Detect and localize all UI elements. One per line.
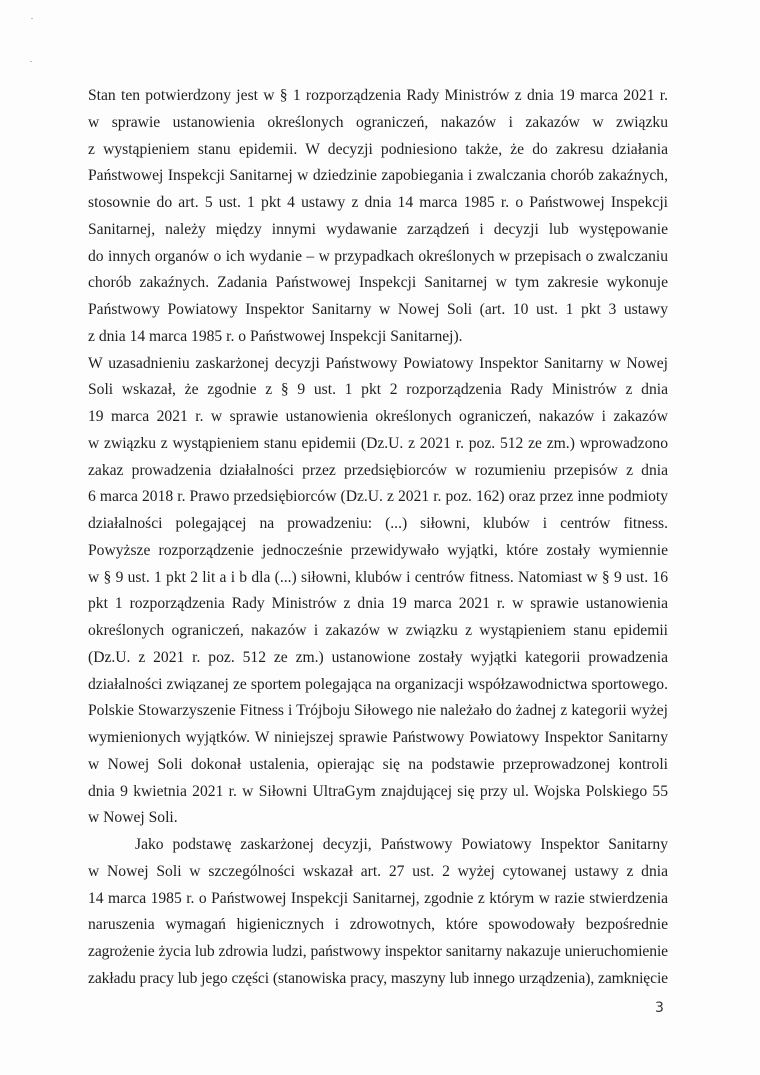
text-line: z wystąpieniem stanu epidemii. W decyzji podniesiono także, że do zakresu działania bbox=[88, 140, 668, 158]
text-line: Sanitarnej, należy między innymi wydawanie zarządzeń i decyzji lub występowanie bbox=[88, 220, 668, 238]
text-line: zagrożenie życia lub zdrowia ludzi, państwowy inspektor sanitarny nakazuje unieruchomienie bbox=[88, 943, 668, 960]
text-line: 14 marca 1985 r. o Państwowej Inspekcji Sanitarnej, zgodnie z którym w razie stwierdzenia bbox=[88, 889, 668, 907]
text-line: zakładu pracy lub jego części (stanowiska pracy, maszyny lub innego urządzenia), zamknięcie bbox=[88, 969, 668, 987]
text-line: działalności polegającej na prowadzeniu: (...) siłowni, klubów i centrów fitness. bbox=[88, 515, 668, 532]
text-line: w Nowej Soli dokonał ustalenia, opierając się na podstawie przeprowadzonej kontroli bbox=[88, 755, 668, 773]
text-line: w Nowej Soli w szczególności wskazał art. 27 ust. 2 wyżej cytowanej ustawy z dnia bbox=[88, 862, 668, 880]
text-line: W uzasadnieniu zaskarżonej decyzji Państwowy Powiatowy Inspektor Sanitarny w Nowej bbox=[88, 354, 668, 372]
text-line: do innych organów o ich wydanie – w przypadkach określonych w przepisach o zwalczaniu bbox=[88, 247, 668, 265]
text-line: w Nowej Soli. bbox=[88, 809, 178, 827]
text-line: zakaz prowadzenia działalności przez przedsiębiorców w rozumieniu przepisów z dnia bbox=[88, 461, 668, 479]
scan-speck bbox=[30, 61, 32, 62]
text-line: 6 marca 2018 r. Prawo przedsiębiorców (Dz.U. z 2021 r. poz. 162) oraz przez inne podmioty bbox=[88, 488, 668, 506]
text-line: z dnia 14 marca 1985 r. o Państwowej Inspekcji Sanitarnej). bbox=[88, 327, 463, 345]
text-line: w sprawie ustanowienia określonych ograniczeń, nakazów i zakazów w związku bbox=[88, 113, 668, 131]
text-line: Powyższe rozporządzenie jednocześnie przewidywało wyjątki, które zostały wymiennie bbox=[88, 541, 668, 559]
body-text bbox=[88, 83, 668, 993]
text-line: stosownie do art. 5 ust. 1 pkt 4 ustawy z dnia 14 marca 1985 r. o Państwowej Inspekcji bbox=[88, 194, 668, 211]
text-line: Polskie Stowarzyszenie Fitness i Trójboju Siłowego nie należało do żadnej z kategorii wyżej bbox=[88, 702, 668, 720]
text-line: wymienionych wyjątków. W niniejszej sprawie Państwowy Powiatowy Inspektor Sanitarny bbox=[88, 729, 668, 746]
page-number: 3 bbox=[655, 1000, 664, 1016]
text-line: (Dz.U. z 2021 r. poz. 512 ze zm.) ustanowione zostały wyjątki kategorii prowadzenia bbox=[88, 648, 668, 666]
text-line: Państwowy Powiatowy Inspektor Sanitarny w Nowej Soli (art. 10 ust. 1 pkt 3 ustawy bbox=[88, 301, 668, 318]
text-line: Jako podstawę zaskarżonej decyzji, Państwowy Powiatowy Inspektor Sanitarny bbox=[135, 836, 668, 853]
text-line: działalności związanej ze sportem polegająca na organizacji współzawodnictwa sportowego. bbox=[88, 675, 668, 693]
text-line: naruszenia wymagań higienicznych i zdrowotnych, które spowodowały bezpośrednie bbox=[88, 916, 668, 934]
text-line: chorób zakaźnych. Zadania Państwowej Inspekcji Sanitarnej w tym zakresie wykonuje bbox=[88, 274, 668, 292]
text-line: w § 9 ust. 1 pkt 2 lit a i b dla (...) siłowni, klubów i centrów fitness. Natomiast w § 9 ust. 16 bbox=[88, 568, 668, 586]
text-line: dnia 9 kwietnia 2021 r. w Siłowni UltraGym znajdującej się przy ul. Wojska Polskiego 55 bbox=[88, 782, 668, 800]
scan-speck bbox=[31, 18, 33, 19]
text-line: w związku z wystąpieniem stanu epidemii (Dz.U. z 2021 r. poz. 512 ze zm.) wprowadzono bbox=[88, 434, 668, 452]
text-line: Państwowej Inspekcji Sanitarnej w dziedzinie zapobiegania i zwalczania chorób zakaźnych, bbox=[88, 167, 668, 185]
text-line: Soli wskazał, że zgodnie z § 9 ust. 1 pkt 2 rozporządzenia Rady Ministrów z dnia bbox=[88, 381, 668, 399]
text-line: Stan ten potwierdzony jest w § 1 rozporządzenia Rady Ministrów z dnia 19 marca 2021 r. bbox=[88, 87, 668, 104]
text-line: 19 marca 2021 r. w sprawie ustanowienia określonych ograniczeń, nakazów i zakazów bbox=[88, 408, 668, 425]
text-line: pkt 1 rozporządzenia Rady Ministrów z dnia 19 marca 2021 r. w sprawie ustanowienia bbox=[88, 595, 668, 613]
text-line: określonych ograniczeń, nakazów i zakazów w związku z wystąpieniem stanu epidemii bbox=[88, 622, 668, 639]
